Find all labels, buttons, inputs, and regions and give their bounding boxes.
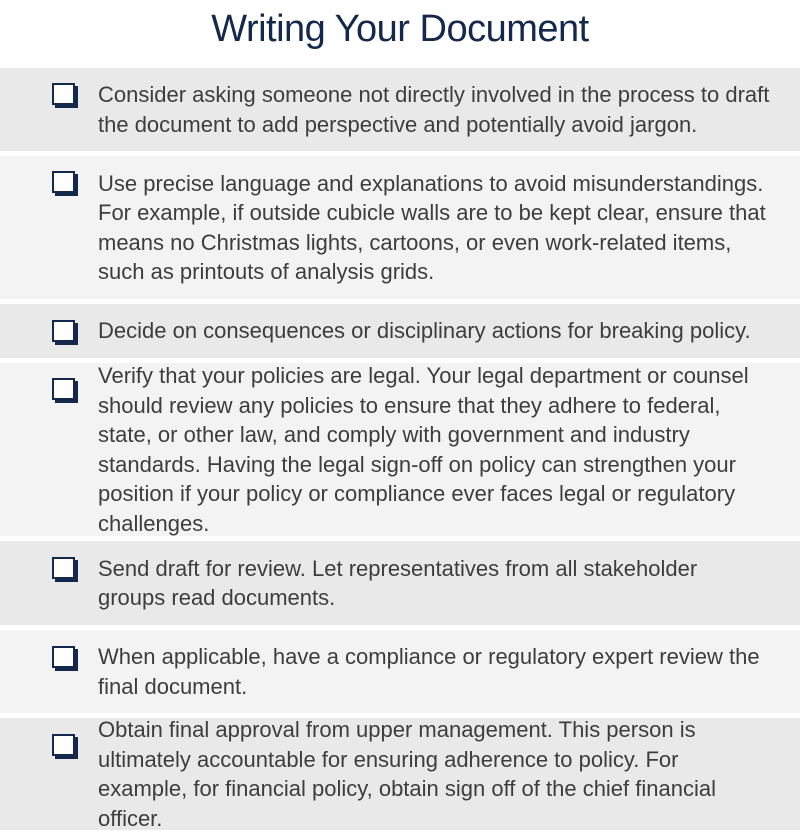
checklist-item xyxy=(0,156,800,299)
checkbox[interactable] xyxy=(52,320,75,342)
checklist-item xyxy=(0,718,800,830)
checkbox[interactable] xyxy=(52,171,75,193)
checklist-item-text: Verify that your policies are legal. Your legal department or counsel should review any policies to ensure that they adhere to federal, state, or other law, and comply with government and industry standards. Having the legal sign-off on policy can strengthen your position if your policy or compliance ever faces legal or regulatory challenges. xyxy=(98,363,749,536)
checklist-item xyxy=(0,630,800,713)
checklist-item xyxy=(0,363,800,536)
checklist-item-text: Decide on consequences or disciplinary actions for breaking policy. xyxy=(98,318,751,344)
page-title: Writing Your Document xyxy=(211,7,589,50)
checklist-item xyxy=(0,68,800,151)
checklist-item xyxy=(0,304,800,358)
checklist xyxy=(0,68,800,835)
checklist-item xyxy=(0,541,800,625)
checkbox[interactable] xyxy=(52,378,75,400)
checklist-item-text: When applicable, have a compliance or regulatory expert review the final document. xyxy=(98,644,760,699)
checkbox[interactable] xyxy=(52,83,75,105)
checklist-item-text: Send draft for review. Let representatives from all stakeholder groups read documents. xyxy=(98,555,698,610)
checklist-item-text: Use precise language and explanations to avoid misunderstandings. For example, if outside cubicle walls are to be kept clear, ensure that means no Christmas lights, cartoons, or even work-related items, such as printouts of analysis grids. xyxy=(98,170,766,284)
checklist-item-text: Obtain final approval from upper management. This person is ultimately accountable for ensuring adherence to policy. For example, for financial policy, obtain sign off of the chief financial officer. xyxy=(98,717,716,831)
checklist-item-text: Consider asking someone not directly involved in the process to draft the document to add perspective and potentially avoid jargon. xyxy=(98,82,770,137)
checkbox[interactable] xyxy=(52,646,75,668)
checkbox[interactable] xyxy=(52,557,75,579)
checkbox[interactable] xyxy=(52,734,75,756)
